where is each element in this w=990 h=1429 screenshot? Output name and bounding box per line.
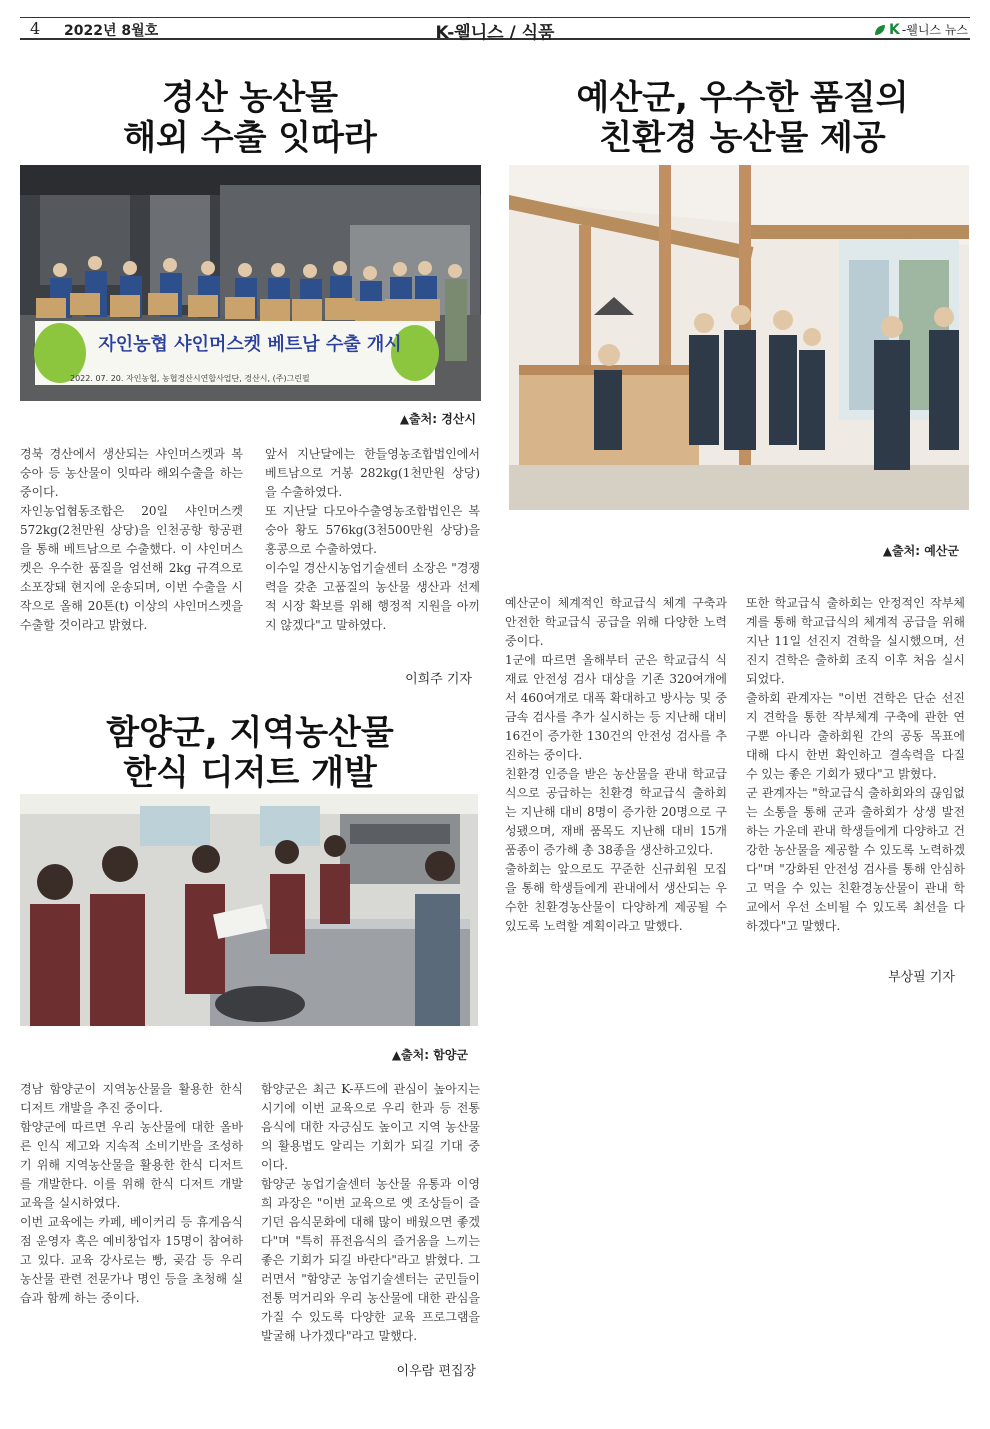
leaf-icon [873,23,887,37]
cooking-class-photo [20,794,478,1026]
page-number: 4 [30,19,41,38]
article-headline: 경산 농산물 해외 수출 잇따라 [123,78,377,158]
site-visit-photo [509,165,969,510]
section-title: K-웰니스 / 식품 [435,23,555,43]
photo-banner-text: 자인농협 샤인머스켓 베트남 수출 개시 [98,334,402,355]
article-byline: 부상필 기자 [888,970,955,985]
article-column-1: 예산군이 체계적인 학교급식 체계 구축과 안전한 학교급식 공급을 위해 다양한 노력 중이다. 1군에 따르면 올해부터 군은 학교급식 식재료 안전성 검사 대상을 기존 320여개에서 460여개로 대폭 확대하고 방사능 및 중금속 검사를 추가 실시하는 등 지난해 대비 16건이 증가한 130건의 안전성 검사를 추진하는 중이다. 친환경 인증을 받은 농산물을 관내 학교급식으로 공급하는 친환경 학교급식 출하회는 지난해 대비 8명이 증가한 20명으로 구성됐으며, 재배 품목도 지난해 대비 15개 품종이 증가해 총 38종을 생산하고있다. 출하회는 앞으로도 꾸준한 신규회원 모집을 통해 학생들에게 관내에서 생산되는 우수한 친환경농산물이 다양하게 제공될 수 있도록 노력할 계획이라고 말했다. [505,596,727,933]
article-column-2: 함양군은 최근 K-푸드에 관심이 높아지는 시기에 이번 교육으로 우리 한과 등 전통 음식에 대한 자긍심도 높이고 지역 농산물의 활용법도 알리는 기회가 되길 기대 중이다. 함양군 농업기술센터 농산물 유통과 이영희 과장은 "이번 교육으로 옛 조상들이 즐기던 음식문화에 대해 많이 배웠으면 좋겠다"며 "특히 퓨전음식의 즐거움을 느끼는 좋은 기회가 되길 바란다"라고 밝혔다. 그러면서 "함양군 농업기술센터는 군민들이 전통 먹거리와 우리 농산물에 대한 관심을 가질 수 있도록 다양한 교육 프로그램을 발굴해 나가겠다"라고 말했다. [261,1082,480,1343]
article-photo [509,165,969,510]
article-column-2: 앞서 지난달에는 한들영농조합법인에서 베트남으로 거봉 282kg(1천만원 상당)을 수출하였다. 또 지난달 다모아수출영농조합법인은 복숭아 황도 576kg(3천500만원 상당)을 홍콩으로 수출하였다. 이수일 경산시농업기술센터 소장은 "경쟁력을 갖춘 고품질의 농산물 생산과 선제적 시장 확보를 위해 행정적 지원을 아끼지 않겠다"고 말하였다. [265,447,480,632]
article-column-1: 경남 함양군이 지역농산물을 활용한 한식 디저트 개발을 추진 중이다. 함양군에 따르면 우리 농산물에 대한 올바른 인식 제고와 지속적 소비기반을 조성하기 위해 지역농산물을 활용한 한식 디저트를 개발한다. 이를 위해 한식 디저트 개발 교육을 실시하였다. 이번 교육에는 카페, 베이커리 등 휴게음식점 운영자 혹은 예비창업자 15명이 참여하고 있다. 교육 강사로는 빵, 곶감 등 우리 농산물 관련 전문가나 명인 등을 초청해 실습과 함께 하는 중이다. [20,1082,243,1305]
article-headline: 예산군, 우수한 품질의 친환경 농산물 제공 [576,78,909,158]
photo-banner-subtext: 2022. 07. 20. 자인농협, 농협경산시연합사업단, 경산시, (주)그린필 [70,374,310,383]
photo-caption: ▲출처: 경산시 [399,412,476,426]
photo-caption: ▲출처: 예산군 [882,544,959,558]
issue-date: 2022년 8월호 [64,23,159,39]
article-photo [20,794,478,1026]
article-column-2: 또한 학교급식 출하회는 안정적인 작부체계를 통해 학교급식의 체계적 공급을 위해 지난 11일 선진지 견학을 실시했으며, 선진지 견학은 출하회 조직 이후 처음 실시되었다. 출하회 관계자는 "이번 견학은 단순 선진지 견학을 통한 작부체계 구축에 관한 연구뿐 아니라 출하회원 간의 공동 목표에 대해 다시 한번 확인하고 결속력을 다질 수 있는 좋은 기회가 됐다"고 밝혔다. 군 관계자는 "학교급식 출하회와의 끊임없는 소통을 통해 군과 출하회가 상생 발전하는 가운데 관내 학생들에게 다양하고 건강한 농산물을 제공할 수 있도록 노력하겠다"며 "강화된 안전성 검사를 통해 안심하고 먹을 수 있는 친환경농산물이 관내 학교에서 우선 소비될 수 있도록 최선을 다하겠다"고 말했다. [746,596,965,933]
publication-logo [873,21,968,38]
logo-text: -웰니스 뉴스 [901,23,968,37]
logo-k: K [889,21,900,38]
export-ceremony-photo [20,165,481,401]
article-byline: 이우람 편집장 [396,1364,476,1379]
article-photo [20,165,481,401]
article-column-1: 경북 경산에서 생산되는 샤인머스켓과 복숭아 등 농산물이 잇따라 해외수출을 하는 중이다. 자인농업협동조합은 20일 샤인머스켓 572kg(2천만원 상당)을 인천공항 항공편을 통해 베트남으로 수출했다. 이 샤인머스켓은 우수한 품질을 엄선해 2kg 규격으로 소포장돼 현지에 운송되며, 이번 수출을 시작으로 올해 20톤(t) 이상의 샤인머스켓을 수출할 것이라고 밝혔다. [20,447,243,632]
article-byline: 이희주 기자 [405,672,472,687]
photo-caption: ▲출처: 함양군 [391,1048,468,1062]
article-headline: 함양군, 지역농산물 한식 디저트 개발 [106,713,394,793]
